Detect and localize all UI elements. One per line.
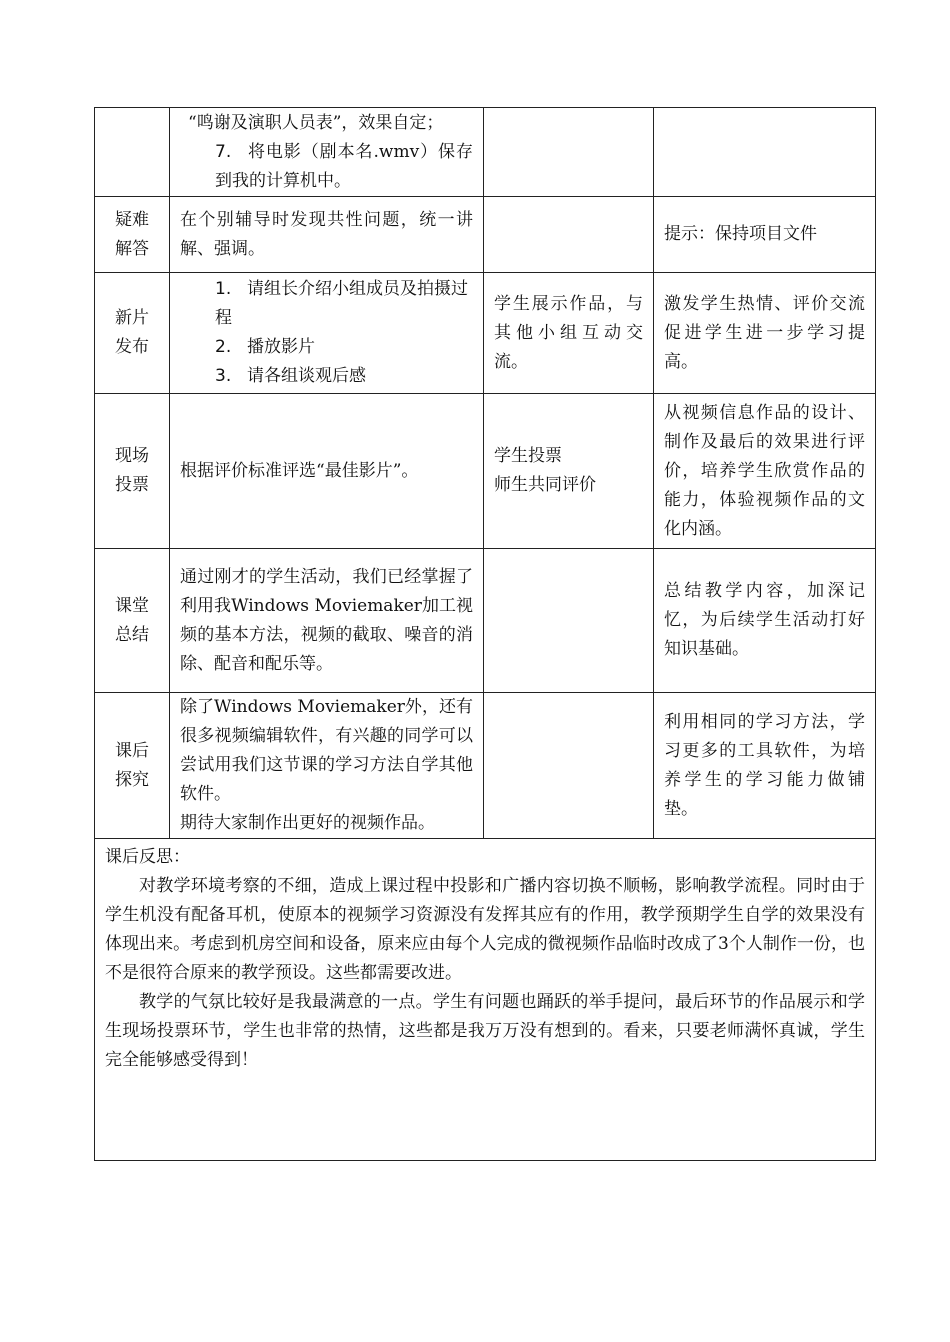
intent-cell-empty <box>654 108 876 197</box>
student-line: 师生共同评价 <box>494 475 596 495</box>
step-7-number: 7. <box>215 141 232 162</box>
release-step <box>180 275 473 333</box>
student-cell-explore <box>484 693 654 839</box>
stage-label: 现场 <box>115 446 149 466</box>
lesson-plan-table <box>94 107 876 1161</box>
activity-cell-vote: 根据评价标准评选“最佳影片”。 <box>170 394 484 549</box>
release-step <box>180 333 473 362</box>
continuation-line: “鸣谢及演职人员表”，效果自定； <box>188 112 444 133</box>
reflection-paragraph: 教学的气氛比较好是我最满意的一点。学生有问题也踊跃的举手提问，最后环节的作品展示和学生现场投票环节，学生也非常的热情，这些都是我万万没有想到的。看来，只要老师满怀真诚，学生完全能够感受得到！ <box>105 992 865 1070</box>
reflection-paragraph: 对教学环境考察的不细，造成上课过程中投影和广播内容切换不顺畅，影响教学流程。同时由于学生机没有配备耳机，使原本的视频学习资源没有发挥其应有的作用，教学预期学生自学的效果没有体现出来。考虑到机房空间和设备，原来应由每个人完成的微视频作品临时改成了3个人制作一份，也不是很符合原来的教学预设。这些都需要改进。 <box>105 876 865 983</box>
stage-label: 总结 <box>115 624 149 645</box>
activity-cell-qa: 在个别辅导时发现共性问题，统一讲解、强调。 <box>170 197 484 273</box>
intent-cell-summary: 总结教学内容，加深记忆，为后续学生活动打好知识基础。 <box>654 549 876 693</box>
table-row-reflection <box>95 839 876 1161</box>
stage-cell-qa <box>95 197 170 273</box>
step-text: 播放影片 <box>247 337 315 357</box>
step-text: 请各组谈观后感 <box>247 366 366 386</box>
stage-label: 课后 <box>115 740 149 761</box>
stage-label: 课堂 <box>115 595 149 616</box>
stage-label: 新片 <box>115 308 149 328</box>
student-line: 学生投票 <box>494 446 562 466</box>
stage-cell-release <box>95 273 170 394</box>
table-row-vote <box>95 394 876 549</box>
explore-activity-text: 除了Windows Moviemaker外，还有很多视频编辑软件，有兴趣的同学可以尝试用我们这节课的学习方法自学其他软件。 <box>180 697 473 804</box>
step-7-text: 将电影（剧本名.wmv）保存到我的计算机中。 <box>215 141 473 191</box>
student-cell-empty <box>484 108 654 197</box>
reflection-cell <box>95 839 876 1161</box>
table-row-explore <box>95 693 876 839</box>
step-number: 3. <box>215 366 232 386</box>
activity-cell-continuation <box>170 108 484 197</box>
stage-label: 发布 <box>115 337 149 357</box>
table-row-continuation <box>95 108 876 197</box>
table-row-release <box>95 273 876 394</box>
explore-activity-closing: 期待大家制作出更好的视频作品。 <box>180 813 435 833</box>
student-cell-vote <box>484 394 654 549</box>
stage-label: 疑难 <box>115 209 149 230</box>
student-cell-release: 学生展示作品，与其他小组互动交流。 <box>484 273 654 394</box>
student-cell-summary <box>484 549 654 693</box>
step-number: 1. <box>215 279 232 299</box>
stage-cell-empty <box>95 108 170 197</box>
table-row-summary <box>95 549 876 693</box>
intent-cell-vote: 从视频信息作品的设计、制作及最后的效果进行评价，培养学生欣赏作品的能力，体验视频作品的文化内涵。 <box>654 394 876 549</box>
student-cell-qa <box>484 197 654 273</box>
intent-cell-qa: 提示：保持项目文件 <box>654 197 876 273</box>
step-number: 2. <box>215 337 232 357</box>
intent-cell-release: 激发学生热情、评价交流促进学生进一步学习提高。 <box>654 273 876 394</box>
stage-cell-explore <box>95 693 170 839</box>
activity-cell-summary: 通过刚才的学生活动，我们已经掌握了利用我Windows Moviemaker加工视频的基本方法，视频的截取、噪音的消除、配音和配乐等。 <box>170 549 484 693</box>
table-row-qa <box>95 197 876 273</box>
stage-label: 解答 <box>115 238 149 259</box>
step-7 <box>180 138 473 196</box>
activity-cell-explore <box>170 693 484 839</box>
step-text: 请组长介绍小组成员及拍摄过程 <box>215 279 468 328</box>
intent-cell-explore: 利用相同的学习方法，学习更多的工具软件，为培养学生的学习能力做铺垫。 <box>654 693 876 839</box>
stage-label: 探究 <box>115 769 149 790</box>
stage-label: 投票 <box>115 475 149 495</box>
stage-cell-summary <box>95 549 170 693</box>
stage-cell-vote <box>95 394 170 549</box>
activity-cell-release <box>170 273 484 394</box>
release-step <box>180 362 473 391</box>
reflection-title: 课后反思： <box>105 847 190 867</box>
